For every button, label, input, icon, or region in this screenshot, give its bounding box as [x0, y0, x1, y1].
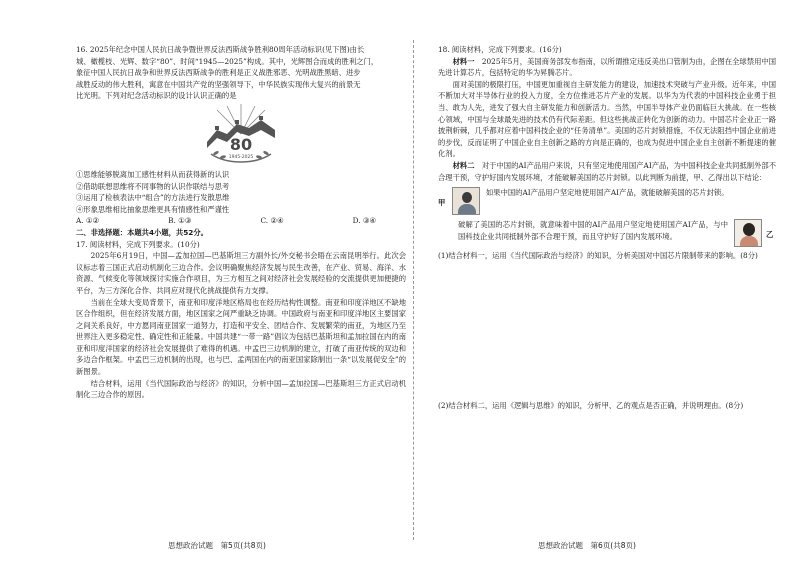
choice-a[interactable]: A. ①②: [76, 216, 99, 226]
material-2-text: 对于中国的AI产品用户来说，只有坚定地使用国产AI产品，为中国科技企业共同抵制外部不合理干预，守护好国内发展环境，才能破解美国的芯片封锁。以此判断为前提，甲、乙得出以下结论：: [438, 160, 776, 182]
q16-stem-line: 16. 2025年纪念中国人民抗日战争暨世界反法西斯战争胜利80周年活动标识(见下图)由长: [76, 45, 365, 54]
material-2-label: 材料二: [452, 160, 475, 170]
page-footer: 思想政治试题 第5页(共8页): [168, 541, 266, 550]
q16-choices: [76, 215, 376, 227]
q16-option: ④形象思维相比抽象思维更具有情感性和严谨性: [76, 204, 230, 214]
anniversary-logo: [76, 104, 406, 166]
q18-task-1: (1)结合材料一，运用《当代国际政治与经济》的知识，分析美国对中国芯片限制带来的影响。(8分): [438, 251, 758, 261]
question-16: [76, 44, 406, 401]
logo-number: 80: [229, 134, 253, 154]
material-1-label: 材料一: [452, 56, 475, 66]
q16-stem-line: 城、橄榄枝、光辉、数字“80”、时间“1945—2025”构成。其中，光辉图合而成的胜利之门，: [76, 56, 379, 66]
choice-c[interactable]: C. ②④: [260, 216, 284, 226]
great-wall-logo-icon: [203, 104, 279, 166]
speaker-jia-text: 如果中国的AI产品用户坚定地使用国产AI产品，就能破解美国的芯片封锁。: [486, 188, 729, 198]
q16-options: [76, 169, 406, 215]
q16-stem-line: 比光明。下列对纪念活动标识的设计认识正确的是: [76, 91, 237, 101]
material-1-text: 2025年5月，美国商务部发布指南，以所谓推定违反美出口管制为由，企图在全球禁用中国先进计算芯片，包括特定的华为昇腾芯片。: [438, 56, 777, 78]
section-heading: 二、非选择题：本题共4小题，共52分。: [76, 227, 208, 237]
q17-paragraph: 当前在全球大变局背景下，南亚和印度洋地区格局也在经历结构性调整。南亚和印度洋地区不缺地区合作组织，但在经济发展方面，地区国家之间严重缺乏协调。中国政府与南亚和印度洋地区主要国家之间关系良好，中方愿同南亚国家一道努力，打造和平安全、团结合作、发展繁荣的南亚，为地区乃至世界注入更多稳定性、确定性和正能量。中国共建“一带一路”倡议为包括巴基斯坦和孟加拉国在内的南亚和印度洋国家的经济社会发展提供了难得的机遇。中孟巴三边机制的建立，打破了南亚传统的双边和多边合作框架。中孟巴三边机制的出现，也与巴、孟两国在内的南亚国家除制出一条“以发展促安全”的新图景。: [76, 297, 406, 377]
speaker-yi-label: 乙: [766, 230, 774, 240]
q18-task-2: (2)结合材料二，运用《逻辑与思维》的知识，分析甲、乙的观点是否正确，并说明理由。(8分): [438, 401, 744, 410]
speaker-yi: [438, 219, 776, 247]
q18-title: 18. 阅读材料，完成下列要求。(16分): [438, 45, 562, 54]
female-avatar-icon: [734, 219, 762, 247]
q16-option: ③运用了检核表法中“组合”的方法进行发散思维: [76, 193, 230, 203]
male-avatar-icon: [452, 187, 480, 215]
q16-stem-line: 象征中国人民抗日战争和世界反法西斯战争的胜利是正义战胜邪恶、光明战胜黑暗、进步: [76, 68, 361, 78]
page-footer: 思想政治试题 第6页(共8页): [538, 541, 636, 550]
logo-years: 1945-2025: [228, 154, 254, 160]
speaker-jia: [438, 187, 776, 215]
q16-option: ②借助联想思维将不同事物的认识作联结与思考: [76, 181, 230, 191]
question-18: [438, 44, 776, 262]
q17-paragraph: 2025年6月19日，中国—孟加拉国—巴基斯坦三方副外长/外交秘书会晤在云南昆明举行。此次会议标志着三国正式启动机制化三边合作。会议明确聚焦经济发展与民生改善，在产业、贸易、海洋、水资源、气候变化等领域探讨实施合作项目，为三方相互之间对经济社会发展经验的交流提供更加便捷的平台，为三方深化合作、共同应对现代化挑战提供有力支撑。: [76, 251, 406, 295]
q16-option: ①思维能够脱离加工感性材料从而获得新的认识: [76, 169, 230, 179]
q17-task: 结合材料，运用《当代国际政治与经济》的知识，分析中国—孟加拉国—巴基斯坦三方正式启动机制化三边合作的原因。: [76, 378, 406, 400]
question-18-part-2: [438, 400, 776, 412]
right-page: [410, 0, 800, 579]
choice-d[interactable]: D. ③④: [352, 216, 376, 226]
speaker-yi-text: 破解了美国的芯片封锁，就意味着中国的AI产品用户坚定地使用国产AI产品，与中国科技企业共同抵制外部不合理干预，而且守护好了国内发展环境。: [458, 220, 728, 241]
speaker-jia-label: 甲: [438, 198, 446, 208]
material-1-paragraph: 面对美国的极限打压，中国更加重视自主研发能力的建设，加速技术突破与产业升级。近年来，中国不断加大对半导体行业的投入力度，全方位推进芯片产业的发展。以华为为代表的中国科技企业勇于担当、敢为人先，进发了强大自主研发能力和创新活力。当然，中国半导体产业仍面临巨大挑战。在一些核心领域，中国与全球最先进的技术仍有代际差距。但这些挑战正转化为创新的动力。中国芯片企业正一路披荆斩棘，几乎都对应着中国科技企业的“任务清单”。美国的芯片封锁措施，不仅无法阻挡中国企业前进的步伐，反而证明了中国企业自主创新之路的方向是正确的，也成为促进中国企业自主创新不断提速的催化剂。: [438, 79, 776, 159]
q17-title: 17. 阅读材料，完成下列要求。(10分): [76, 239, 200, 249]
choice-b[interactable]: B. ①③: [168, 216, 192, 226]
q16-stem-line: 战胜反动的伟大胜利，寓意在中国共产党的坚强领导下，中华民族实现伟大复兴的前景无: [76, 79, 361, 89]
